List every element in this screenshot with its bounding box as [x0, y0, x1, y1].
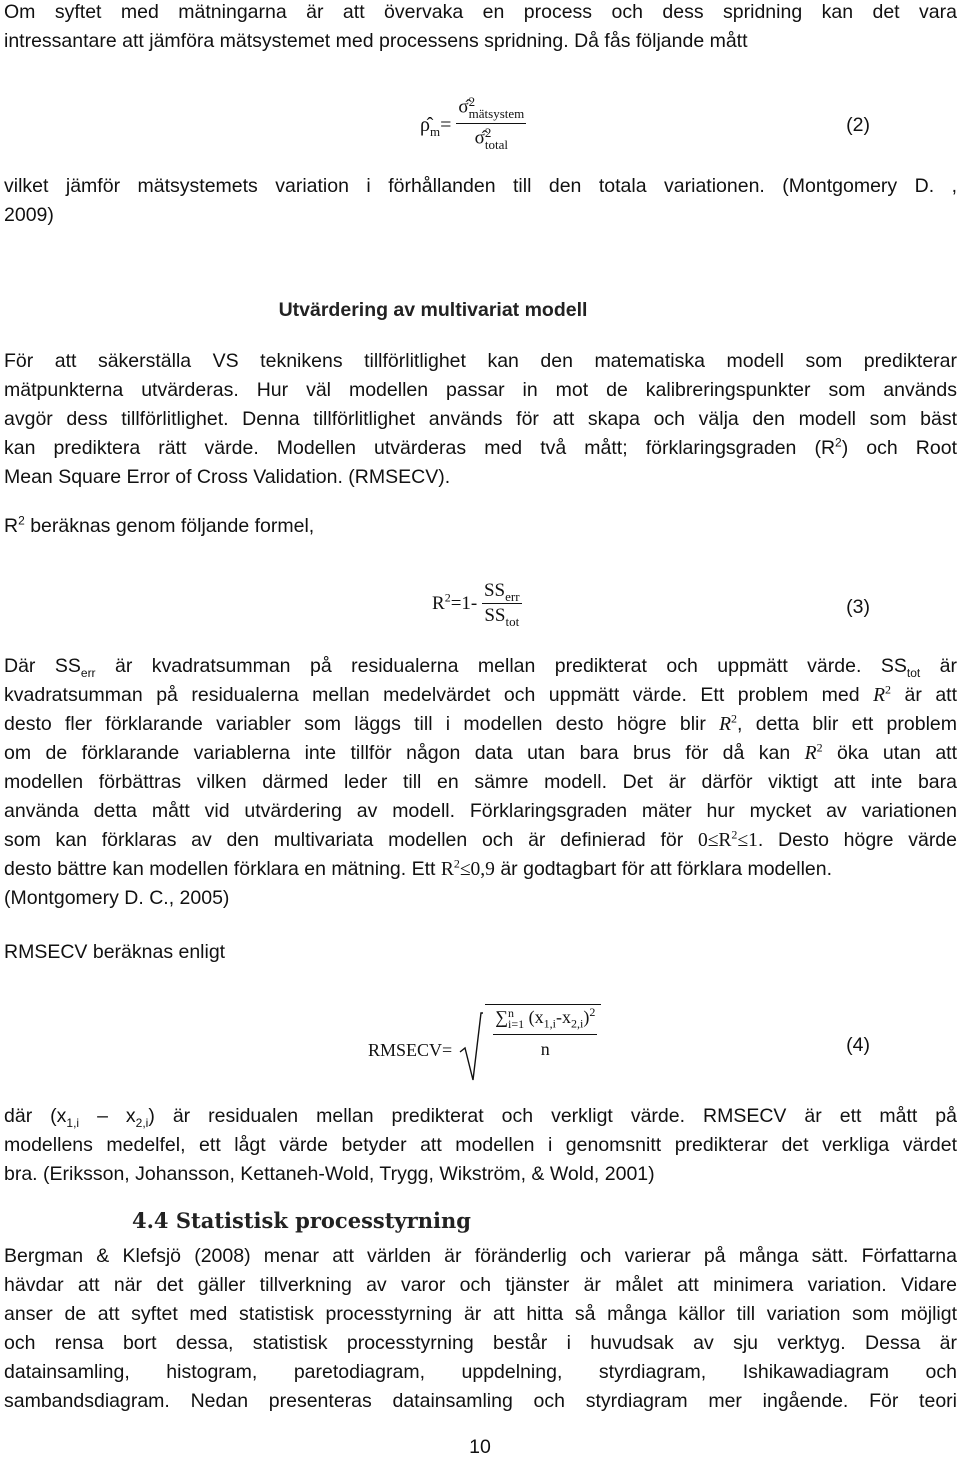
- rho-subscript: m: [429, 124, 441, 139]
- text-line: [4, 739, 957, 768]
- superscript: 2: [731, 711, 738, 726]
- superscript: 2: [885, 682, 892, 697]
- superscript: 2: [484, 125, 492, 140]
- text-line: använda detta mått vid utvärdering av modell. Förklaringsgraden mäter hur mycket av variationen: [4, 800, 957, 822]
- rmsecv-lhs: RMSECV=: [368, 1039, 453, 1060]
- math-inequality: ≤0,9: [459, 859, 495, 880]
- text-line: RMSECV beräknas enligt: [4, 941, 226, 963]
- equation-number: (4): [846, 1034, 870, 1056]
- paragraph-spc: [4, 1242, 957, 1416]
- equals-one-minus: =1-: [450, 592, 478, 614]
- text-segment: är att: [891, 684, 957, 706]
- section-heading: 4.4 Statistisk processtyrning: [132, 1208, 471, 1233]
- sigma-symbol: σ̂: [474, 127, 485, 149]
- text-segment: kan prediktera rätt värde. Modellen utvärderas med två mått; förklaringsgraden (R: [4, 437, 836, 459]
- superscript: 2: [589, 1005, 596, 1020]
- text-line: mätpunkterna utvärderas. Hur väl modellen passar in mot de kalibreringspunkter som används: [4, 379, 957, 401]
- text-line: bra. (Eriksson, Johansson, Kettaneh-Wold, Trygg, Wikström, & Wold, 2001): [4, 1163, 655, 1185]
- text-segment: . Desto högre värde: [757, 829, 957, 851]
- text-segment: R: [4, 515, 19, 537]
- equation-4: [368, 1005, 601, 1082]
- text-segment: om de förklarande variablerna inte tillför någon data utan bara brus för då kan: [4, 742, 805, 764]
- text-segment: ) är residualen mellan predikterat och verkligt värde. RMSECV är ett mått på: [148, 1105, 957, 1127]
- text-line: (Montgomery D. C., 2005): [4, 887, 230, 909]
- text-line: hävdar att när det gäller tillverkning av varor och tjänster är målet att minimera variation. Vidare: [4, 1274, 957, 1296]
- text-segment: , detta blir ett problem: [737, 713, 957, 735]
- math-r: R: [440, 859, 454, 880]
- text-line: [4, 681, 957, 710]
- text-segment: öka utan att: [822, 742, 958, 764]
- equation-3: [432, 580, 522, 627]
- text-segment: desto fler förklarande variabler som läggs till i modellen desto högre blir: [4, 713, 720, 735]
- sqrt-icon: [459, 1012, 483, 1082]
- denominator-ss: SS: [484, 605, 506, 626]
- equation-2: [420, 96, 526, 151]
- subscript: 2,i: [570, 1016, 584, 1031]
- text-segment: där (x: [4, 1105, 67, 1127]
- subscript: mätsystem: [468, 106, 525, 121]
- paragraph-compare: [4, 172, 957, 230]
- text-line: modellen förbättras vilken därmed leder till en sämre modell. Det är därför viktigt att inte bara: [4, 771, 957, 793]
- equals-sign: =: [440, 114, 452, 136]
- text-segment: Där SS: [4, 655, 81, 677]
- math-r: R: [804, 743, 817, 764]
- fraction: [482, 580, 522, 627]
- superscript: 2: [444, 590, 451, 605]
- numerator-ss: SS: [483, 580, 506, 601]
- text-segment: – x: [79, 1105, 136, 1127]
- text-line: modellens medelfel, ett lågt värde betyder att modellen i genomsnitt predikterar det verkliga värdet: [4, 1134, 957, 1156]
- superscript: 2: [816, 740, 823, 755]
- text-line: vilket jämför mätsystemets variation i förhållanden till den totala variationen. (Montgomery D. ,: [4, 175, 957, 197]
- paragraph-residual: [4, 1102, 957, 1189]
- superscript: 2: [453, 856, 460, 871]
- text-line: sambandsdiagram. Nedan presenteras datainsamling och styrdiagram mer ingående. För teori: [4, 1390, 957, 1412]
- text-segment: ) och Root: [841, 437, 957, 459]
- superscript: n: [508, 1005, 515, 1020]
- text-line: [4, 1102, 957, 1131]
- superscript: 2: [731, 827, 738, 842]
- text-line: intressantare att jämföra mätsystemet med processens spridning. Då fås följande mått: [4, 30, 748, 52]
- paragraph-intro: [4, 0, 957, 56]
- text-segment: beräknas genom följande formel,: [24, 515, 315, 537]
- math-inequality: 0≤R: [697, 830, 732, 851]
- subscript: i=1: [508, 1016, 525, 1031]
- subscript: err: [80, 665, 96, 680]
- math-r: R: [719, 714, 732, 735]
- math-term: ): [583, 1007, 590, 1028]
- rho-symbol: ρ̂: [420, 114, 430, 136]
- math-inequality: ≤1: [737, 830, 758, 851]
- subscript: 1,i: [543, 1016, 556, 1031]
- fraction: [456, 96, 526, 151]
- superscript: 2: [18, 513, 25, 528]
- sigma-symbol: σ̂: [458, 96, 469, 118]
- paragraph-rmsecv-intro: [4, 938, 957, 967]
- text-line: [4, 652, 957, 681]
- text-line: [4, 512, 957, 541]
- superscript: 2: [468, 94, 476, 109]
- text-line: Mean Square Error of Cross Validation. (RMSECV).: [4, 466, 451, 488]
- subscript: tot: [505, 613, 520, 629]
- subsection-heading: Utvärdering av multivariat modell: [278, 299, 588, 321]
- fraction: [493, 1007, 597, 1060]
- text-line: anser de att syftet med statistisk processtyrning är att hitta så många källor till variation som möjligt: [4, 1303, 957, 1325]
- subscript: 1,i: [66, 1115, 80, 1130]
- text-segment: är kvadratsumman på residualerna mellan predikterat och uppmätt värde. SS: [95, 655, 907, 677]
- math-term: (x: [528, 1007, 544, 1028]
- text-line: Bergman & Klefsjö (2008) menar att världen är föränderlig och varierar på många sätt. Författarna: [4, 1245, 957, 1267]
- equation-number: (3): [846, 596, 870, 618]
- paragraph-ss: [4, 652, 957, 913]
- text-line: [4, 710, 957, 739]
- text-segment: som kan förklaras av den multivariata modellen och är definierad för: [4, 829, 698, 851]
- text-segment: är: [920, 655, 957, 677]
- superscript: 2: [835, 435, 842, 450]
- text-line: och rensa bort dessa, statistisk processtyrning består i huvudsak av sju verktyg. Dessa är: [4, 1332, 957, 1354]
- equation-number: (2): [846, 114, 870, 136]
- text-line: För att säkerställa VS teknikens tillförlitlighet kan den matematiska modell som predikterar: [4, 350, 957, 372]
- sum-symbol: ∑: [495, 1007, 509, 1028]
- subscript: total: [484, 137, 508, 152]
- math-r: R: [873, 685, 886, 706]
- subscript: tot: [906, 665, 921, 680]
- text-line: datainsamling, histogram, paretodiagram, uppdelning, styrdiagram, Ishikawadiagram och: [4, 1361, 957, 1383]
- subscript: 2,i: [135, 1115, 149, 1130]
- text-segment: kvadratsumman på residualerna mellan medelvärdet och uppmätt värde. Ett problem med: [4, 684, 874, 706]
- text-line: 2009): [4, 204, 54, 226]
- denominator-n: n: [540, 1038, 550, 1059]
- subscript: err: [505, 588, 520, 604]
- text-segment: desto bättre kan modellen förklara en mätning. Ett: [4, 858, 441, 880]
- page-number: 10: [469, 1436, 491, 1458]
- text-segment: är godtagbart för att förklara modellen.: [494, 858, 833, 880]
- text-line: [4, 434, 957, 463]
- text-line: [4, 855, 957, 884]
- math-term: -x: [555, 1007, 571, 1028]
- text-line: [4, 826, 957, 855]
- text-line: avgör dess tillförlitlighet. Denna tillförlitlighet används för att skapa och välja den modell som bäst: [4, 408, 957, 430]
- r-symbol: R: [432, 592, 445, 614]
- paragraph-vs: [4, 347, 957, 492]
- paragraph-r2-intro: [4, 512, 957, 541]
- text-line: Om syftet med mätningarna är att övervaka en process och dess spridning kan det vara: [4, 1, 957, 23]
